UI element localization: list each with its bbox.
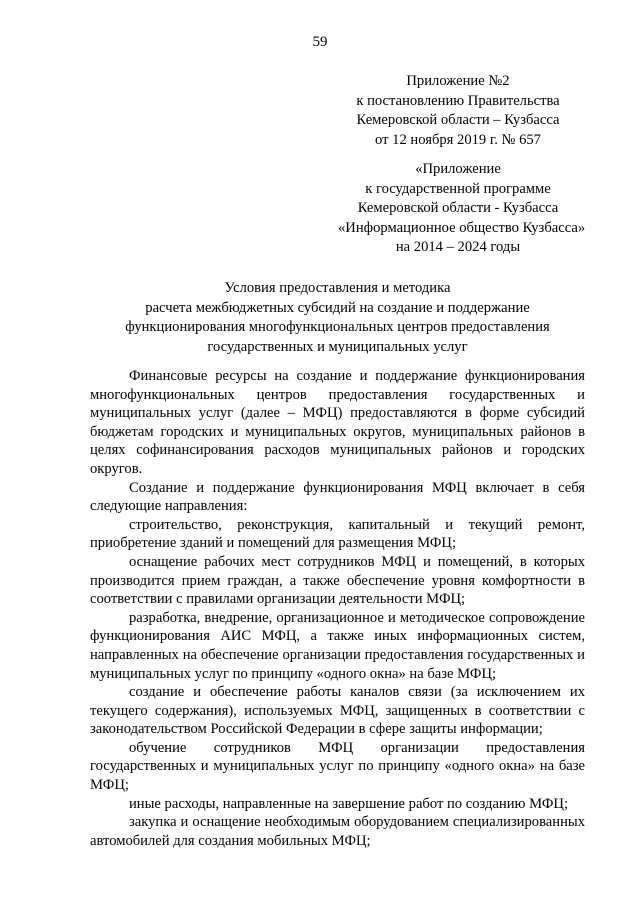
appendix-line: от 12 ноября 2019 г. № 657 bbox=[375, 131, 541, 148]
list-item: строительство, реконструкция, капитальный и текущий ремонт, приобретение зданий и помещений для размещения МФЦ; bbox=[90, 516, 585, 552]
paragraph: Создание и поддержание функционирования МФЦ включает в себя следующие направления: bbox=[90, 479, 585, 515]
document-title bbox=[90, 279, 585, 357]
title-line: расчета межбюджетных субсидий на создание и поддержание bbox=[145, 299, 530, 316]
page-number: 59 bbox=[312, 34, 328, 50]
appendix-line: «Приложение bbox=[415, 161, 501, 177]
title-line: Условия предоставления и методика bbox=[224, 280, 451, 296]
list-item: разработка, внедрение, организационное и методическое сопровождение функционирования АИС МФЦ, а также иных информационных систем, направленных на обеспечение организации предоставления государственных и муниципальных услуг по принципу «одного окна» на базе МФЦ; bbox=[90, 609, 585, 682]
list-item: оснащение рабочих мест сотрудников МФЦ и помещений, в которых производится прием граждан, а также обеспечение уровня комфортности в соответствии с правилами организации деятельности МФЦ; bbox=[90, 553, 585, 608]
appendix-line: Кемеровской области - Кузбасса bbox=[357, 200, 559, 216]
appendix-line: к государственной программе bbox=[365, 180, 551, 197]
appendix-reference bbox=[338, 72, 578, 150]
list-item: создание и обеспечение работы каналов связи (за исключением их текущего содержания), используемых МФЦ, защищенных в соответствии с законодательством Российской Федерации в сфере защиты информации; bbox=[90, 684, 585, 738]
appendix-line: к постановлению Правительства bbox=[356, 92, 560, 109]
title-line: государственных и муниципальных услуг bbox=[207, 338, 468, 355]
list-item: закупка и оснащение необходимым оборудованием специализированных автомобилей для создания мобильных МФЦ; bbox=[90, 814, 585, 849]
list-item: обучение сотрудников МФЦ организации предоставления государственных и муниципальных услуг по принципу «одного окна» на базе МФЦ; bbox=[90, 739, 585, 794]
program-appendix-reference bbox=[338, 160, 586, 258]
appendix-line: «Информационное общество Кузбасса» bbox=[338, 219, 586, 236]
appendix-line: Кемеровской области – Кузбасса bbox=[356, 112, 560, 128]
document-body bbox=[90, 367, 585, 850]
appendix-line: на 2014 – 2024 годы bbox=[395, 239, 521, 255]
title-line: функционирования многофункциональных центров предоставления bbox=[125, 319, 550, 335]
paragraph: Финансовые ресурсы на создание и поддержание функционирования многофункциональных центров предоставления государственных и муниципальных услуг (далее – МФЦ) предоставляются в форме субсидий бюджетам городских и муниципальных округов, муниципальных районов в целях софинансирования расходов муниципальных районов и городских округов. bbox=[90, 368, 585, 477]
list-item: иные расходы, направленные на завершение работ по созданию МФЦ; bbox=[129, 795, 569, 812]
appendix-line: Приложение №2 bbox=[406, 73, 510, 89]
